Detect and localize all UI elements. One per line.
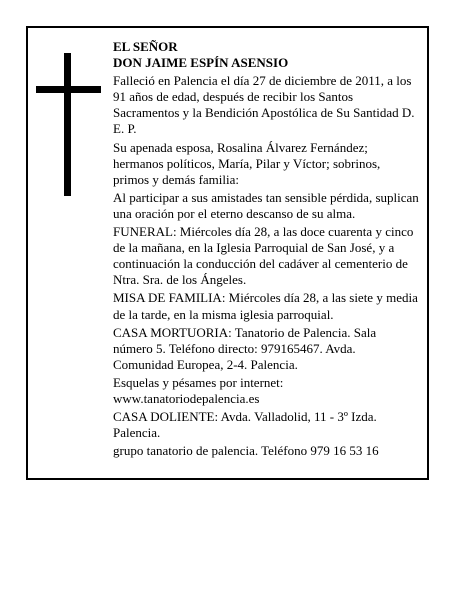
- family-mass-info: MISA DE FAMILIA: Miércoles día 28, a las siete y media de la tarde, en la misma iglesia parroquial.: [113, 290, 418, 322]
- online-condolences: Esquelas y pésames por internet: www.tanatoriodepalencia.es: [113, 374, 284, 406]
- funeral-home-contact: grupo tanatorio de palencia. Teléfono 979 16 53 16: [113, 443, 379, 459]
- prayer-request: Al participar a sus amistades tan sensible pérdida, suplican una oración por el eterno descanso de su alma.: [113, 189, 419, 221]
- obituary-heading: [113, 39, 419, 71]
- title-line-1: EL SEÑOR: [113, 39, 178, 54]
- mortuary-info: CASA MORTUORIA: Tanatorio de Palencia. Sala número 5. Teléfono directo: 979165467. Avda. Comunidad Europea, 2-4. Palencia.: [113, 324, 377, 372]
- obituary-text: [113, 39, 419, 461]
- cross-vertical-bar: [64, 53, 71, 196]
- mourning-house-info: CASA DOLIENTE: Avda. Valladolid, 11 - 3º Izda. Palencia.: [113, 409, 377, 441]
- death-announcement: Falleció en Palencia el día 27 de diciembre de 2011, a los 91 años de edad, después de recibir los Santos Sacramentos y la Bendición Apostólica de Su Santidad D. E. P.: [113, 73, 415, 137]
- funeral-info: FUNERAL: Miércoles día 28, a las doce cuarenta y cinco de la mañana, en la Iglesia Parroquial de San José, y a continuación la conducción del cadáver al cementerio de Ntra. Sra. de los Ángeles.: [113, 224, 414, 288]
- deceased-name: DON JAIME ESPÍN ASENSIO: [113, 55, 289, 71]
- cross-horizontal-bar: [36, 86, 101, 93]
- family-list: Su apenada esposa, Rosalina Álvarez Fernández; hermanos políticos, María, Pilar y Víctor; sobrinos, primos y demás familia:: [113, 139, 381, 187]
